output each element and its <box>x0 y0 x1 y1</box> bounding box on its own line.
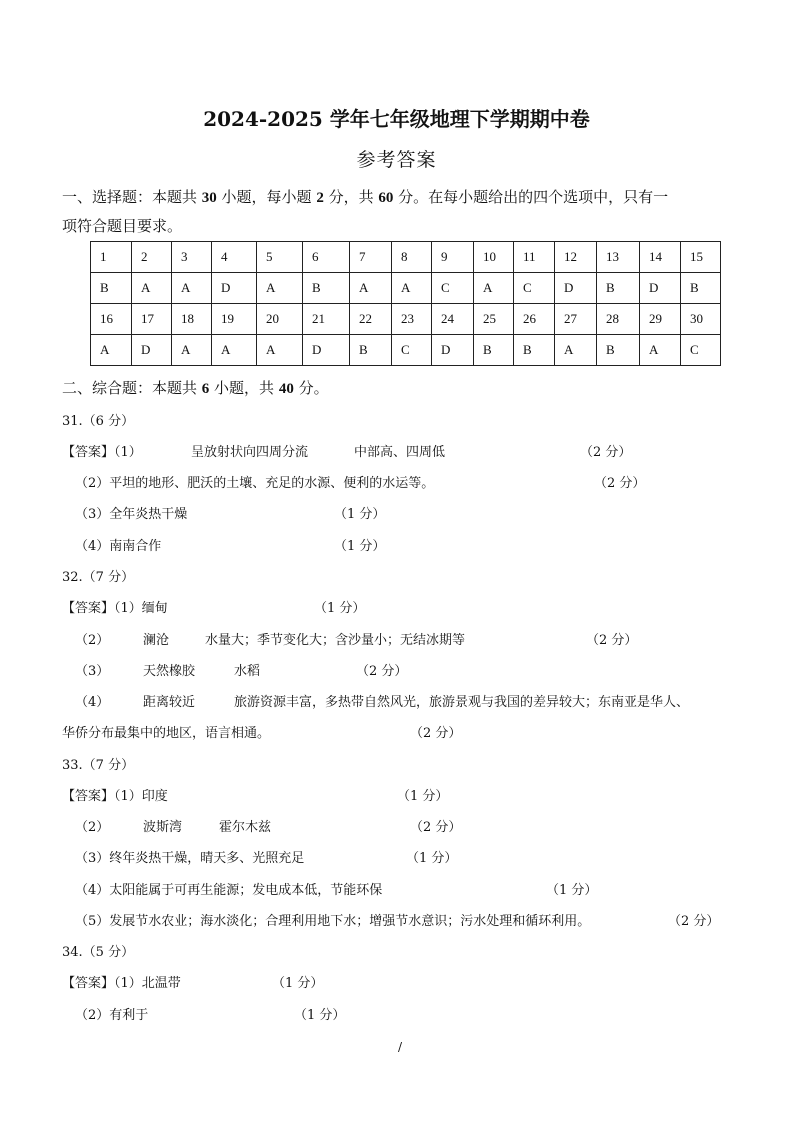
q33-score-5: （2 分） <box>668 914 720 929</box>
answer-table-answer-row <box>91 273 721 304</box>
question-number-cell: 19 <box>212 304 257 335</box>
answer-cell: A <box>555 335 597 366</box>
question-number-cell: 10 <box>474 242 514 273</box>
answer-cell: B <box>474 335 514 366</box>
question-number-cell: 1 <box>91 242 132 273</box>
answer-cell: A <box>172 335 212 366</box>
q31-answer-4: （4）南南合作 <box>75 539 162 554</box>
answer-cell: A <box>392 273 432 304</box>
question-number-cell: 28 <box>597 304 640 335</box>
q31-answer-3: （3）全年炎热干燥 <box>75 507 188 522</box>
q33-answer-2a: 波斯湾 <box>143 820 183 835</box>
q32-num-4: （4） <box>75 695 110 710</box>
answer-cell: D <box>640 273 681 304</box>
answer-cell: A <box>257 273 303 304</box>
q33-num-2: （2） <box>75 820 110 835</box>
q32-answer-4a: 距离较近 <box>143 695 196 710</box>
answer-cell: D <box>132 335 172 366</box>
question-number-cell: 30 <box>681 304 721 335</box>
q33-heading: 33.（7 分） <box>62 758 135 773</box>
q32-answer-2b: 水量大；季节变化大；含沙量小；无结冰期等 <box>205 633 466 648</box>
q33-score-4: （1 分） <box>546 883 598 898</box>
q32-score-2: （2 分） <box>586 633 638 648</box>
q32-score-3: （2 分） <box>356 664 408 679</box>
question-number-cell: 16 <box>91 304 132 335</box>
question-number-cell: 22 <box>350 304 392 335</box>
page-title: 2024-2025 学年七年级地理下学期期中卷 <box>203 107 590 131</box>
question-number-cell: 24 <box>432 304 474 335</box>
answer-cell: A <box>91 335 132 366</box>
question-number-cell: 4 <box>212 242 257 273</box>
q33-answer-4: （4）太阳能属于可再生能源；发电成本低，节能环保 <box>75 883 383 898</box>
answer-cell: B <box>91 273 132 304</box>
question-number-cell: 2 <box>132 242 172 273</box>
q33-answer-2b: 霍尔木兹 <box>219 820 272 835</box>
question-number-cell: 13 <box>597 242 640 273</box>
answer-cell: A <box>132 273 172 304</box>
answer-cell: B <box>350 335 392 366</box>
question-number-cell: 18 <box>172 304 212 335</box>
answer-cell: D <box>432 335 474 366</box>
answer-cell: B <box>303 273 350 304</box>
q33-score-3: （1 分） <box>406 851 458 866</box>
q31-heading: 31.（6 分） <box>62 414 135 429</box>
section2-instructions: 二、综合题：本题共 6 小题，共 40 分。 <box>62 379 329 397</box>
answer-cell: D <box>303 335 350 366</box>
section1-instructions: 一、选择题：本题共 30 小题，每小题 2 分，共 60 分。在每小题给出的四个选项中，只有一 <box>62 188 669 206</box>
q31-answer-label: 【答案】（1） <box>62 445 142 460</box>
question-number-cell: 29 <box>640 304 681 335</box>
q34-answer-2: （2）有利于 <box>75 1008 149 1023</box>
answer-cell: A <box>212 335 257 366</box>
question-number-cell: 27 <box>555 304 597 335</box>
answer-cell: B <box>514 335 555 366</box>
question-number-cell: 8 <box>392 242 432 273</box>
q32-answer-3a: 天然橡胶 <box>143 664 196 679</box>
question-number-cell: 21 <box>303 304 350 335</box>
section1-instructions-cont: 项符合题目要求。 <box>62 217 183 235</box>
question-number-cell: 15 <box>681 242 721 273</box>
question-number-cell: 12 <box>555 242 597 273</box>
q31-answer-1a: 呈放射状向四周分流 <box>191 445 309 460</box>
answer-cell: B <box>597 335 640 366</box>
question-number-cell: 11 <box>514 242 555 273</box>
q31-score-2: （2 分） <box>594 476 646 491</box>
question-number-cell: 6 <box>303 242 350 273</box>
question-number-cell: 9 <box>432 242 474 273</box>
question-number-cell: 7 <box>350 242 392 273</box>
answer-cell: C <box>392 335 432 366</box>
answer-cell: C <box>432 273 474 304</box>
q32-answer-4-cont: 华侨分布最集中的地区，语言相通。 <box>62 726 271 741</box>
answer-cell: C <box>681 335 721 366</box>
question-number-cell: 3 <box>172 242 212 273</box>
q32-answer-3b: 水稻 <box>234 664 261 679</box>
answer-table <box>90 241 721 366</box>
answer-cell: C <box>514 273 555 304</box>
answer-cell: A <box>257 335 303 366</box>
q33-answer-5: （5）发展节水农业；海水淡化；合理利用地下水；增强节水意识；污水处理和循环利用。 <box>75 914 591 929</box>
answer-table-number-row <box>91 304 721 335</box>
answer-cell: B <box>681 273 721 304</box>
q32-answer-2a: 澜沧 <box>143 633 170 648</box>
question-number-cell: 25 <box>474 304 514 335</box>
q31-answer-1b: 中部高、四周低 <box>354 445 446 460</box>
q31-answer-2: （2）平坦的地形、肥沃的土壤、充足的水源、便利的水运等。 <box>75 476 435 491</box>
answer-cell: B <box>597 273 640 304</box>
q32-heading: 32.（7 分） <box>62 570 135 585</box>
answer-table-number-row <box>91 242 721 273</box>
question-number-cell: 14 <box>640 242 681 273</box>
q34-score-1: （1 分） <box>272 976 324 991</box>
page-subtitle: 参考答案 <box>356 149 437 171</box>
q32-num-2: （2） <box>75 633 110 648</box>
q33-score-1: （1 分） <box>397 789 449 804</box>
q33-answer-3: （3）终年炎热干燥，晴天多、光照充足 <box>75 851 305 866</box>
q31-score-1: （2 分） <box>580 445 632 460</box>
question-number-cell: 20 <box>257 304 303 335</box>
answer-cell: A <box>350 273 392 304</box>
q34-score-2: （1 分） <box>294 1008 346 1023</box>
q33-score-2: （2 分） <box>410 820 462 835</box>
answer-cell: A <box>474 273 514 304</box>
q32-answer-1: 【答案】（1）缅甸 <box>62 601 168 616</box>
question-number-cell: 17 <box>132 304 172 335</box>
q32-score-1: （1 分） <box>314 601 366 616</box>
page-number: / <box>398 1040 403 1054</box>
q33-answer-1: 【答案】（1）印度 <box>62 789 168 804</box>
q31-score-4: （1 分） <box>334 539 386 554</box>
answer-cell: D <box>212 273 257 304</box>
answer-cell: A <box>640 335 681 366</box>
answer-table-answer-row <box>91 335 721 366</box>
q34-answer-1: 【答案】（1）北温带 <box>62 976 181 991</box>
q32-answer-4b: 旅游资源丰富，多热带自然风光，旅游景观与我国的差异较大；东南亚是华人、 <box>234 695 690 710</box>
q32-score-4: （2 分） <box>410 726 462 741</box>
q32-num-3: （3） <box>75 664 110 679</box>
question-number-cell: 23 <box>392 304 432 335</box>
question-number-cell: 26 <box>514 304 555 335</box>
q34-heading: 34.（5 分） <box>62 945 135 960</box>
answer-cell: D <box>555 273 597 304</box>
question-number-cell: 5 <box>257 242 303 273</box>
answer-cell: A <box>172 273 212 304</box>
q31-score-3: （1 分） <box>334 507 386 522</box>
